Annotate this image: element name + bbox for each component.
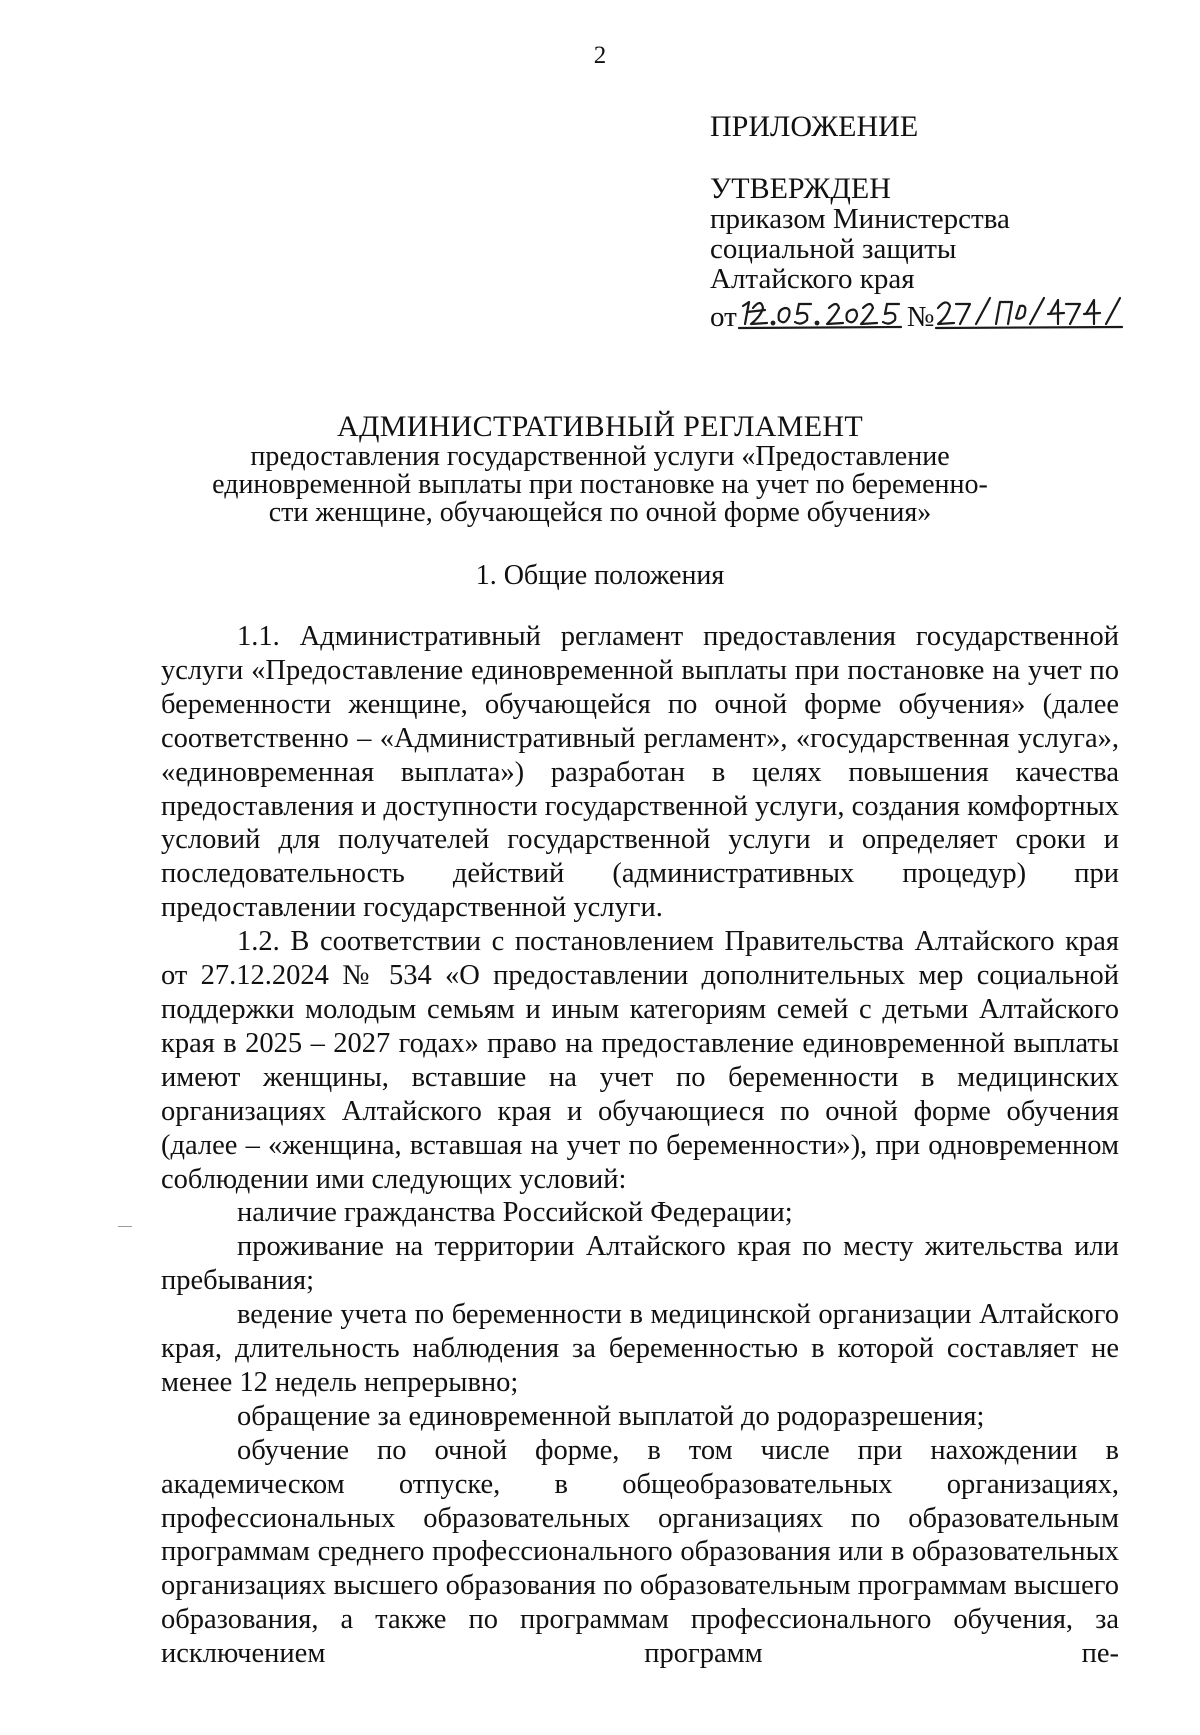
document-subtitle-line-2: единовременной выплаты при постановке на учет по беременно-	[212, 469, 988, 500]
condition-residence: проживание на территории Алтайского края по месту жительства или пребывания;	[161, 1231, 1119, 1297]
document-title: АДМИНИСТРАТИВНЫЙ РЕГЛАМЕНТ	[337, 410, 863, 443]
section-heading: 1. Общие положения	[475, 560, 725, 591]
condition-medical-registration: ведение учета по беременности в медицинской организации Алтайского края, длительность наблюдения за беременностью в которой составляет не менее 12 недель непрерывно;	[161, 1299, 1119, 1398]
condition-full-time-study: обучение по очной форме, в том числе при нахождении в академическом отпуске, в общеобразовательных организациях, профессиональных образовательных организациях по образовательным программам среднего профессионального образования или в образовательных организациях высшего образования по образовательным программам высшего образования, а также по программам профессионального обучения, за исключением программ пе-	[161, 1434, 1119, 1670]
paragraph-1-1: 1.1. Административный регламент предоставления государственной услуги «Предоставление единовременной выплаты при постановке на учет по беременности женщине, обучающейся по очной форме обучения» (далее соответственно – «Административный регламент», «государственная услуга», «единовременная выплата») разработан в целях повышения качества предоставления и доступности государственной услуги, создания комфортных условий для получателей государственной услуги и определяет сроки и последовательность действий (административных процедур) при предоставлении государственной услуги.	[161, 621, 1119, 924]
document-body	[161, 620, 1119, 1671]
appendix-heading: ПРИЛОЖЕНИЕ	[710, 110, 919, 143]
margin-mark	[118, 1226, 132, 1227]
approval-block	[710, 112, 1124, 332]
from-label: от	[710, 301, 737, 333]
condition-citizenship: наличие гражданства Российской Федерации;	[237, 1197, 793, 1229]
order-date-number-line	[710, 294, 1124, 332]
number-label: №	[906, 301, 935, 333]
handwritten-date	[737, 294, 907, 332]
handwritten-number	[934, 294, 1124, 332]
approved-heading: УТВЕРЖДЕН	[710, 172, 891, 205]
page-number: 2	[593, 42, 607, 69]
document-subtitle-line-1: предоставления государственной услуги «Предоставление	[250, 441, 950, 472]
approval-line-1: приказом Министерства	[710, 203, 1010, 235]
condition-application-deadline: обращение за единовременной выплатой до родоразрешения;	[237, 1400, 985, 1432]
paragraph-1-2: 1.2. В соответствии с постановлением Правительства Алтайского края от 27.12.2024 № 534 «О предоставлении дополнительных мер социальной поддержки молодым семьям и иным категориям семей с детьми Алтайского края в 2025 – 2027 годах» право на предоставление единовременной выплаты имеют женщины, вставшие на учет по беременности в медицинских организациях Алтайского края и обучающиеся по очной форме обучения (далее – «женщина, вставшая на учет по беременности»), при одновременном соблюдении ими следующих условий:	[161, 926, 1119, 1195]
document-subtitle-line-3: сти женщине, обучающейся по очной форме обучения»	[268, 497, 932, 528]
document-title-block	[0, 410, 1200, 527]
approval-line-3: Алтайского края	[710, 263, 915, 295]
approval-line-2: социальной защиты	[710, 233, 957, 265]
